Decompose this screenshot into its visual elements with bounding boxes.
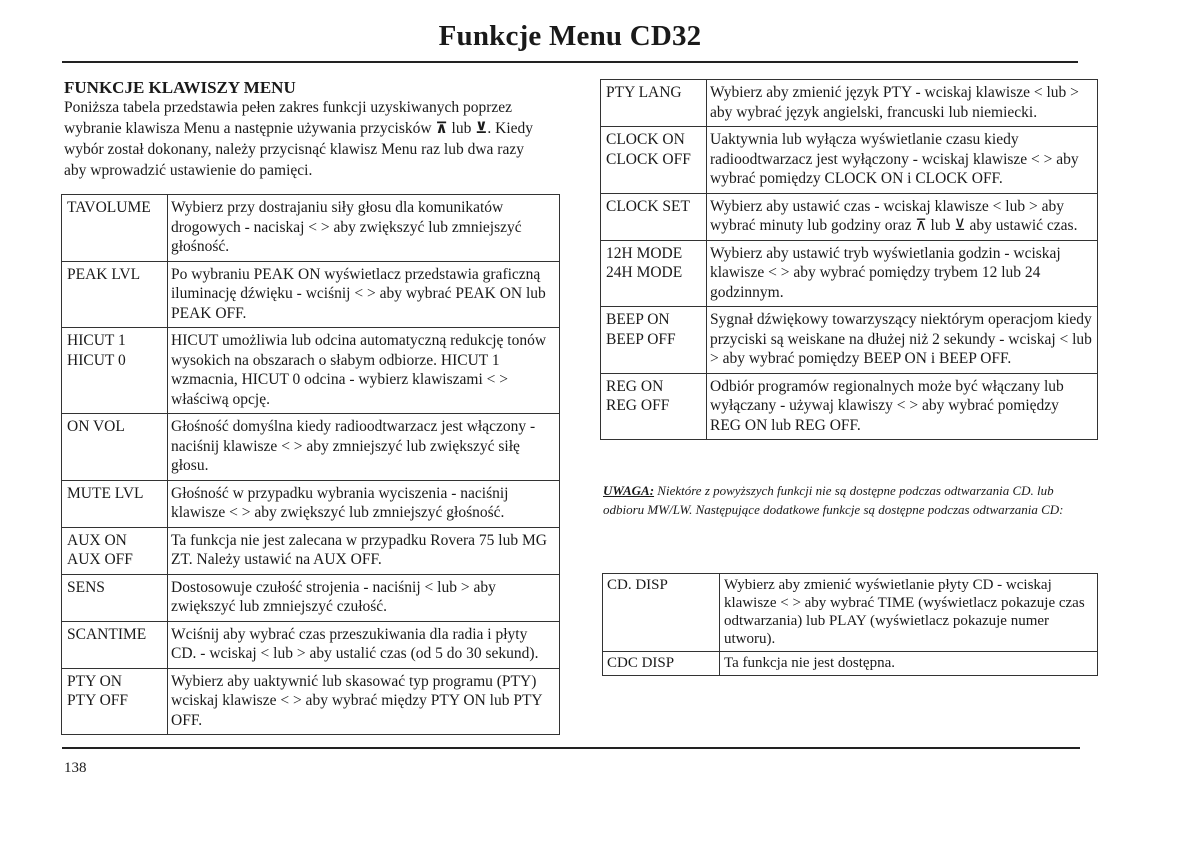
function-name: PTY LANG	[601, 80, 707, 127]
intro-text-1: Poniższa tabela przedstawia pełen zakres funkcji uzyskiwanych poprzez wybranie klawisza Menu a następnie używania przycisków	[64, 99, 513, 137]
intro-text-3: . Kiedy wybór został dokonany, należy przycisnąć klawisz Menu raz lub dwa razy aby wprowadzić ustawienie do pamięci.	[64, 120, 534, 179]
title-divider	[62, 61, 1078, 63]
function-description: Ta funkcja nie jest zalecana w przypadku Rovera 75 lub MG ZT. Należy ustawić na AUX OFF.	[168, 527, 560, 574]
function-name: AUX ON AUX OFF	[62, 527, 168, 574]
menu-functions-table-right	[600, 79, 1098, 440]
function-description: HICUT umożliwia lub odcina automatyczną redukcję tonów wysokich na obszarach o słabym odbiorze. HICUT 1 wzmacnia, HICUT 0 odcina - wybierz klawiszami < > właściwą opcję.	[168, 328, 560, 414]
function-name: CD. DISP	[603, 574, 720, 652]
cd-functions-table	[602, 573, 1098, 676]
function-name: MUTE LVL	[62, 480, 168, 527]
function-name: HICUT 1 HICUT 0	[62, 328, 168, 414]
table-row	[62, 668, 560, 735]
table-row	[62, 480, 560, 527]
intro-paragraph	[64, 97, 544, 181]
table-row	[62, 414, 560, 481]
function-name: REG ON REG OFF	[601, 373, 707, 440]
function-name: SCANTIME	[62, 621, 168, 668]
note-text: Niektóre z powyższych funkcji nie są dostępne podczas odtwarzania CD. lub odbioru MW/LW. Następujące dodatkowe funkcje są dostępne podczas odtwarzania CD:	[603, 483, 1064, 517]
table-row	[62, 527, 560, 574]
function-description: Wybierz przy dostrajaniu siły głosu dla komunikatów drogowych - naciskaj < > aby zwiększyć lub zmniejszyć głośność.	[168, 195, 560, 262]
table-row	[62, 195, 560, 262]
function-description: Głośność domyślna kiedy radioodtwarzacz jest włączony - naciśnij klawisze < > aby zmniejszyć lub zwiększyć siłę głosu.	[168, 414, 560, 481]
function-name: CDC DISP	[603, 652, 720, 676]
table-row	[601, 80, 1098, 127]
section-heading: FUNKCJE KLAWISZY MENU	[64, 78, 296, 97]
function-description: Wybierz aby zmienić język PTY - wciskaj klawisze < lub > aby wybrać język angielski, francuski lub niemiecki.	[707, 80, 1098, 127]
intro-text-2: lub	[447, 120, 476, 137]
table-row	[601, 127, 1098, 194]
function-name: CLOCK ON CLOCK OFF	[601, 127, 707, 194]
function-description: Wciśnij aby wybrać czas przeszukiwania dla radia i płyty CD. - wciskaj < lub > aby ustalić czas (od 5 do 30 sekund).	[168, 621, 560, 668]
table-row	[601, 193, 1098, 240]
function-description: Sygnał dźwiękowy towarzyszący niektórym operacjom kiedy przyciski są weiskane na dłużej niż 2 sekundy - wciskaj < lub > aby wybrać pomiędzy BEEP ON i BEEP OFF.	[707, 307, 1098, 374]
page-number: 138	[64, 760, 87, 776]
function-description: Odbiór programów regionalnych może być włączany lub wyłączany - używaj klawiszy < > aby wybrać pomiędzy REG ON lub REG OFF.	[707, 373, 1098, 440]
table-row	[603, 652, 1098, 676]
table-row	[601, 307, 1098, 374]
function-name: BEEP ON BEEP OFF	[601, 307, 707, 374]
function-description: Głośność w przypadku wybrania wyciszenia - naciśnij klawisze < > aby zwiększyć lub zmniejszyć głośność.	[168, 480, 560, 527]
table-row	[62, 328, 560, 414]
arrow-up-icon: ⊼	[435, 119, 448, 137]
footer-divider	[62, 747, 1080, 749]
table-row	[603, 574, 1098, 652]
function-description: Wybierz aby uaktywnić lub skasować typ programu (PTY) wciskaj klawisze < > aby wybrać między PTY ON lub PTY OFF.	[168, 668, 560, 735]
table-row	[601, 373, 1098, 440]
function-description: Po wybraniu PEAK ON wyświetlacz przedstawia graficzną iluminację dźwięku - wciśnij < > aby wybrać PEAK ON lub PEAK OFF.	[168, 261, 560, 328]
function-name: 12H MODE 24H MODE	[601, 240, 707, 307]
arrow-down-icon: ⊻	[475, 119, 488, 137]
note-paragraph	[603, 481, 1093, 519]
function-name: SENS	[62, 574, 168, 621]
function-description: Dostosowuje czułość strojenia - naciśnij < lub > aby zwiększyć lub zmniejszyć czułość.	[168, 574, 560, 621]
function-description: Ta funkcja nie jest dostępna.	[720, 652, 1098, 676]
function-name: CLOCK SET	[601, 193, 707, 240]
function-name: PEAK LVL	[62, 261, 168, 328]
table-row	[62, 621, 560, 668]
function-description: Wybierz aby ustawić tryb wyświetlania godzin - wciskaj klawisze < > aby wybrać pomiędzy trybem 12 lub 24 godzinnym.	[707, 240, 1098, 307]
table-row	[601, 240, 1098, 307]
function-name: ON VOL	[62, 414, 168, 481]
function-description: Wybierz aby ustawić czas - wciskaj klawisze < lub > aby wybrać minuty lub godziny oraz ⊼ lub ⊻ aby ustawić czas.	[707, 193, 1098, 240]
function-name: PTY ON PTY OFF	[62, 668, 168, 735]
table-row	[62, 261, 560, 328]
function-description: Uaktywnia lub wyłącza wyświetlanie czasu kiedy radioodtwarzacz jest wyłączony - wciskaj klawisze < > aby wybrać pomiędzy CLOCK ON i CLOCK OFF.	[707, 127, 1098, 194]
function-description: Wybierz aby zmienić wyświetlanie płyty CD - wciskaj klawisze < > aby wybrać TIME (wyświetlacz pokazuje czas odtwarzania) lub PLAY (wyświetlacz pokazuje numer utworu).	[720, 574, 1098, 652]
note-label: UWAGA:	[603, 483, 655, 498]
table-row	[62, 574, 560, 621]
page-title: Funkcje Menu CD32	[438, 20, 702, 52]
function-name: TAVOLUME	[62, 195, 168, 262]
menu-functions-table-left	[61, 194, 560, 735]
